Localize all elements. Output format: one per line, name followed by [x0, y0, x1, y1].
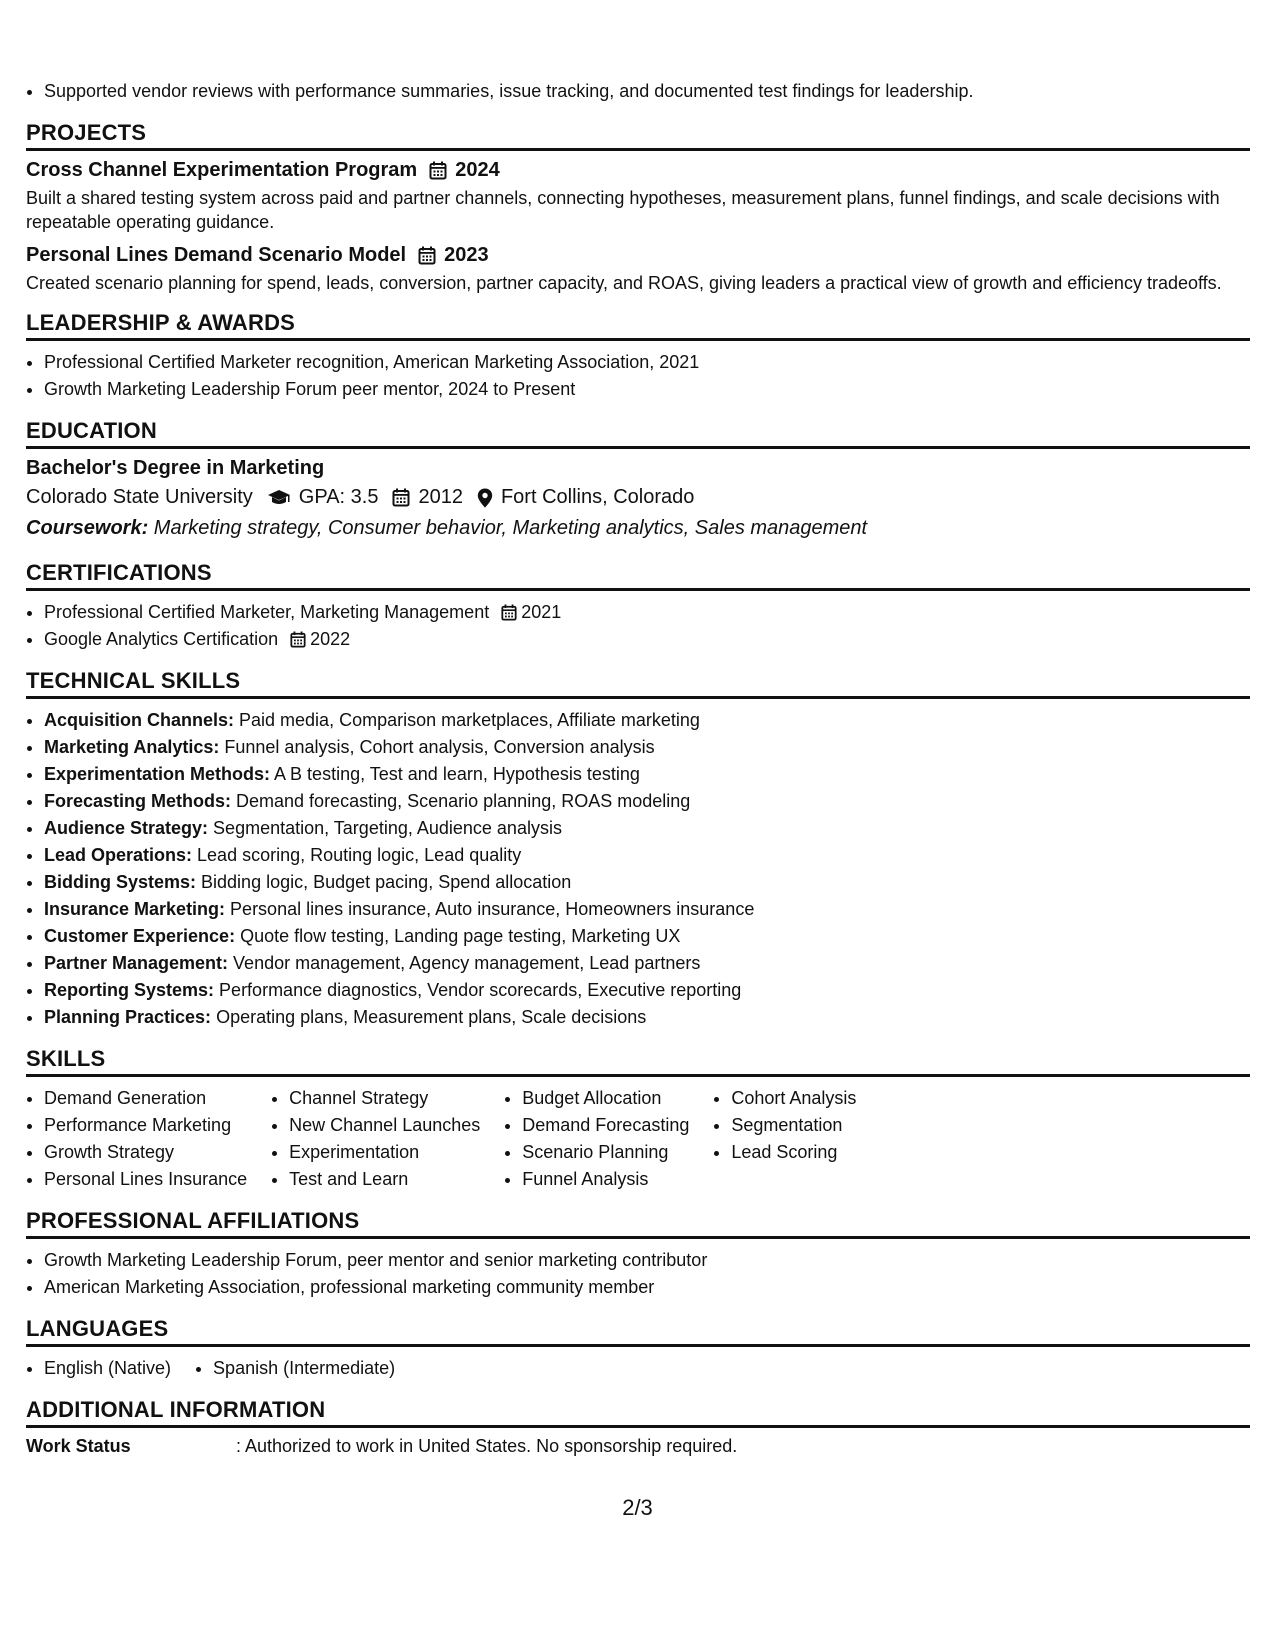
skills-column [26, 1085, 271, 1193]
skill-category: Reporting Systems: [44, 980, 215, 1000]
calendar-icon [392, 488, 410, 507]
skill-values: Funnel analysis, Cohort analysis, Conversion analysis [219, 737, 655, 757]
additional-info-section [26, 1397, 1250, 1457]
list-item: • Personal Lines Insurance [44, 1166, 247, 1193]
coursework-label: Coursework: [26, 517, 149, 539]
skill-values: Personal lines insurance, Auto insurance, Homeowners insurance [225, 899, 755, 919]
experience-tail-list [26, 78, 1250, 105]
map-pin-icon [477, 488, 493, 508]
section-title: PROFESSIONAL AFFILIATIONS [26, 1208, 1250, 1239]
skill-values: Operating plans, Measurement plans, Scale decisions [211, 1007, 647, 1027]
graduation-cap-icon [267, 489, 291, 507]
list-item [44, 977, 1250, 1004]
list-item: • Channel Strategy [289, 1085, 480, 1112]
list-item [44, 788, 1250, 815]
list-item [44, 923, 1250, 950]
skill-values: Lead scoring, Routing logic, Lead quality [192, 845, 522, 865]
list-item: • Lead Scoring [731, 1139, 856, 1166]
section-title: LANGUAGES [26, 1316, 1250, 1347]
list-item [44, 950, 1250, 977]
skill-values: Demand forecasting, Scenario planning, ROAS modeling [231, 791, 691, 811]
coursework-list: Marketing strategy, Consumer behavior, Marketing analytics, Sales management [148, 517, 868, 539]
list-item [44, 599, 1250, 626]
list-item: • Test and Learn [289, 1166, 480, 1193]
calendar-icon [429, 161, 447, 180]
project-title [26, 159, 1250, 182]
skill-category: Insurance Marketing: [44, 899, 226, 919]
school-location: Fort Collins, Colorado [500, 486, 695, 508]
project-year: 2024 [455, 159, 500, 181]
calendar-icon [290, 631, 306, 648]
skill-values: Bidding logic, Budget pacing, Spend allocation [196, 872, 572, 892]
technical-skills-section [26, 668, 1250, 1031]
graduation-year: 2012 [418, 486, 463, 508]
list-item: • Experimentation [289, 1139, 480, 1166]
education-details [26, 486, 1250, 509]
languages-section [26, 1316, 1250, 1382]
section-title: CERTIFICATIONS [26, 560, 1250, 591]
list-item: • New Channel Launches [289, 1112, 480, 1139]
calendar-icon [418, 246, 436, 265]
list-item: • Professional Certified Marketer recognition, American Marketing Association, 2021 [44, 349, 1250, 376]
list-item: • Funnel Analysis [522, 1166, 689, 1193]
projects-section [26, 120, 1250, 295]
skill-values: Paid media, Comparison marketplaces, Affiliate marketing [234, 710, 700, 730]
skill-category: Customer Experience: [44, 926, 236, 946]
list-item [44, 707, 1250, 734]
skills-column [271, 1085, 504, 1193]
skill-category: Acquisition Channels: [44, 710, 235, 730]
skill-category: Forecasting Methods: [44, 791, 232, 811]
page-number: 2/3 [622, 1495, 653, 1520]
skill-category: Lead Operations: [44, 845, 193, 865]
skill-category: Bidding Systems: [44, 872, 197, 892]
list-item: • Segmentation [731, 1112, 856, 1139]
list-item: • Budget Allocation [522, 1085, 689, 1112]
list-item: • Performance Marketing [44, 1112, 247, 1139]
project-description: Created scenario planning for spend, leads, conversion, partner capacity, and ROAS, giving leaders a practical view of growth and efficiency tradeoffs. [26, 273, 1222, 293]
list-item: • Cohort Analysis [731, 1085, 856, 1112]
skill-values: Performance diagnostics, Vendor scorecards, Executive reporting [214, 980, 742, 1000]
list-item [44, 842, 1250, 869]
certifications-section [26, 560, 1250, 653]
work-status-value: : Authorized to work in United States. No sponsorship required. [236, 1436, 738, 1456]
list-item: • Spanish (Intermediate) [213, 1355, 395, 1382]
list-item: • Demand Forecasting [522, 1112, 689, 1139]
list-item [44, 626, 1250, 653]
project-description: Built a shared testing system across paid and partner channels, connecting hypotheses, measurement plans, funnel findings, and scale decisions with repeatable operating guidance. [26, 188, 1220, 232]
project-year: 2023 [444, 244, 489, 266]
list-item: • Scenario Planning [522, 1139, 689, 1166]
skill-values: A B testing, Test and learn, Hypothesis testing [270, 764, 640, 784]
coursework [26, 517, 1250, 540]
list-item [44, 869, 1250, 896]
list-item [44, 734, 1250, 761]
list-item: • English (Native) [44, 1355, 171, 1382]
list-item: • Demand Generation [44, 1085, 247, 1112]
degree-title: Bachelor's Degree in Marketing [26, 457, 325, 479]
school-name: Colorado State University [26, 486, 253, 508]
certification-year: 2021 [521, 602, 562, 622]
affiliations-section [26, 1208, 1250, 1301]
certification-name: • Google Analytics Certification [44, 629, 279, 649]
work-status-row [26, 1436, 1250, 1457]
list-item [44, 815, 1250, 842]
skills-grid [26, 1085, 1250, 1193]
calendar-icon [501, 604, 517, 621]
section-title: ADDITIONAL INFORMATION [26, 1397, 1250, 1428]
section-title: SKILLS [26, 1046, 1250, 1077]
work-status-label: Work Status [26, 1436, 131, 1456]
skill-category: Marketing Analytics: [44, 737, 220, 757]
section-title: PROJECTS [26, 120, 1250, 151]
skill-category: Partner Management: [44, 953, 229, 973]
skill-values: Segmentation, Targeting, Audience analysis [208, 818, 562, 838]
skill-values: Vendor management, Agency management, Lead partners [228, 953, 701, 973]
resume-page [26, 78, 1250, 1457]
certification-name: • Professional Certified Marketer, Marketing Management [44, 602, 490, 622]
list-item [44, 1004, 1250, 1031]
project-title [26, 244, 1250, 267]
skills-section [26, 1046, 1250, 1193]
skill-category: Experimentation Methods: [44, 764, 271, 784]
certification-year: 2022 [310, 629, 351, 649]
skill-values: Quote flow testing, Landing page testing, Marketing UX [235, 926, 681, 946]
list-item [44, 896, 1250, 923]
list-item [44, 761, 1250, 788]
list-item: • Growth Marketing Leadership Forum peer mentor, 2024 to Present [44, 376, 1250, 403]
skills-column [713, 1085, 880, 1193]
education-section [26, 418, 1250, 540]
project-name: Personal Lines Demand Scenario Model [26, 244, 407, 266]
skills-column [504, 1085, 713, 1193]
section-title: LEADERSHIP & AWARDS [26, 310, 1250, 341]
skill-category: Audience Strategy: [44, 818, 209, 838]
skill-category: Planning Practices: [44, 1007, 212, 1027]
gpa: GPA: 3.5 [298, 486, 379, 508]
list-item: • Growth Strategy [44, 1139, 247, 1166]
list-item: • Growth Marketing Leadership Forum, peer mentor and senior marketing contributor [44, 1247, 1250, 1274]
list-item: • Supported vendor reviews with performance summaries, issue tracking, and documented test findings for leadership. [44, 78, 1250, 105]
list-item: • American Marketing Association, professional marketing community member [44, 1274, 1250, 1301]
section-title: EDUCATION [26, 418, 1250, 449]
leadership-section [26, 310, 1250, 403]
section-title: TECHNICAL SKILLS [26, 668, 1250, 699]
project-name: Cross Channel Experimentation Program [26, 159, 418, 181]
